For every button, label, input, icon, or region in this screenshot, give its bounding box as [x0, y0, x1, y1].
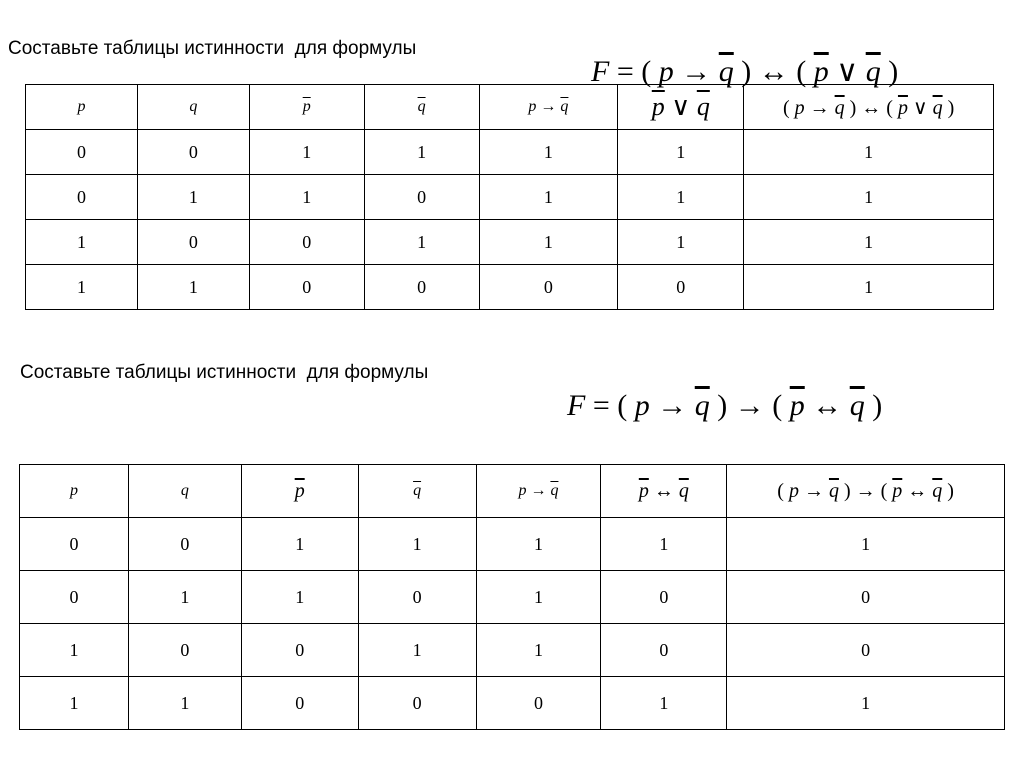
formula-part: ) → (: [709, 389, 790, 422]
header-not-q: $\overline{q}$: [358, 465, 476, 518]
formula-operator: ∨: [828, 55, 866, 88]
header-p: p: [26, 85, 138, 130]
table-cell: 1: [26, 220, 138, 265]
table-cell: 0: [358, 571, 476, 624]
table-cell: 1: [618, 130, 744, 175]
table-cell: 0: [20, 571, 129, 624]
table-cell: 0: [364, 175, 479, 220]
table-cell: 1: [601, 677, 727, 730]
table-row: [20, 518, 1005, 571]
formula-1: [576, 20, 898, 89]
table-cell: 0: [137, 130, 249, 175]
task-text-1: Составьте таблицы истинности для формулы: [8, 38, 417, 59]
table-cell: 0: [20, 518, 129, 571]
header-implication: $p \to \overline{q}$: [479, 85, 618, 130]
table-cell: 1: [479, 220, 618, 265]
table-cell: 1: [241, 518, 358, 571]
table-cell: 1: [128, 571, 241, 624]
header-not-p: $\overline{p}$: [241, 465, 358, 518]
formula-var-negated: $\overline{q}$: [694, 389, 710, 422]
formula-operator: ↔: [804, 389, 850, 422]
table-row: [20, 571, 1005, 624]
table-cell: 1: [479, 175, 618, 220]
table-cell: 0: [364, 265, 479, 310]
table-cell: 0: [241, 624, 358, 677]
table-cell: 0: [727, 624, 1005, 677]
formula-var-negated: $\overline{p}$: [789, 389, 805, 422]
table-cell: 1: [249, 130, 364, 175]
formula-part: = (: [609, 55, 659, 88]
table-cell: 0: [128, 518, 241, 571]
formula-lhs: F: [591, 55, 610, 88]
formula-part: ): [880, 55, 899, 88]
table-cell: 1: [26, 265, 138, 310]
table-cell: 1: [137, 175, 249, 220]
header-q: q: [128, 465, 241, 518]
formula-var-negated: $\overline{q}$: [718, 55, 734, 88]
header-result: ( $p \to \overline{q}$ ) ↔ ( $\overline{p}$ ∨ $\overline{q}$ ): [744, 85, 994, 130]
formula-part: ): [864, 389, 883, 422]
table-cell: 1: [476, 571, 601, 624]
formula-var-negated: $\overline{p}$: [813, 55, 829, 88]
formula-operator: →: [673, 55, 719, 88]
table-cell: 1: [20, 624, 129, 677]
table-cell: 1: [618, 175, 744, 220]
header-result: ( $p \to \overline{q}$ ) → ( $\overline{p}$ ↔ $\overline{q}$ ): [727, 465, 1005, 518]
header-q: q: [137, 85, 249, 130]
table-cell: 0: [249, 265, 364, 310]
table-header-row: [20, 465, 1005, 518]
formula-var-negated: $\overline{q}$: [849, 389, 865, 422]
table-cell: 0: [249, 220, 364, 265]
table-cell: 1: [476, 518, 601, 571]
table-cell: 0: [618, 265, 744, 310]
header-not-p: $\overline{p}$: [249, 85, 364, 130]
table-cell: 1: [249, 175, 364, 220]
header-not-q: $\overline{q}$: [364, 85, 479, 130]
task-text-2: Составьте таблицы истинности для формулы: [20, 362, 429, 383]
table-cell: 0: [241, 677, 358, 730]
header-implication: $p \to \overline{q}$: [476, 465, 601, 518]
table-cell: 0: [479, 265, 618, 310]
table-cell: 1: [744, 220, 994, 265]
table-cell: 0: [358, 677, 476, 730]
formula-var-negated: $\overline{q}$: [865, 55, 881, 88]
table-cell: 1: [744, 265, 994, 310]
table-cell: 0: [727, 571, 1005, 624]
table-cell: 1: [727, 677, 1005, 730]
table-cell: 0: [601, 624, 727, 677]
table-cell: 1: [137, 265, 249, 310]
truth-table-1: [25, 84, 994, 310]
header-equivalence: $\overline{p}$ ↔ $\overline{q}$: [601, 465, 727, 518]
table-cell: 1: [358, 624, 476, 677]
table-cell: 0: [26, 130, 138, 175]
table-cell: 1: [20, 677, 129, 730]
table-cell: 1: [358, 518, 476, 571]
table-cell: 1: [744, 130, 994, 175]
formula-2: [552, 355, 882, 423]
header-disjunction: $\overline{p}$ ∨ $\overline{q}$: [618, 85, 744, 130]
formula-part: ) ↔ (: [733, 55, 814, 88]
formula-var: p: [634, 389, 650, 422]
truth-table-2: [19, 464, 1005, 730]
table-cell: 0: [476, 677, 601, 730]
table-cell: 0: [26, 175, 138, 220]
table-cell: 1: [744, 175, 994, 220]
table-cell: 1: [727, 518, 1005, 571]
table-cell: 0: [128, 624, 241, 677]
formula-lhs: F: [567, 389, 586, 422]
header-p: p: [20, 465, 129, 518]
table-cell: 1: [364, 220, 479, 265]
table-cell: 1: [128, 677, 241, 730]
table-row: [20, 677, 1005, 730]
table-cell: 0: [137, 220, 249, 265]
table-cell: 1: [601, 518, 727, 571]
table-row: [20, 624, 1005, 677]
table-row: [26, 175, 994, 220]
formula-var: p: [658, 55, 674, 88]
table-cell: 1: [364, 130, 479, 175]
table-row: [26, 220, 994, 265]
table-row: [26, 265, 994, 310]
table-cell: 0: [601, 571, 727, 624]
table-cell: 1: [479, 130, 618, 175]
table-cell: 1: [241, 571, 358, 624]
formula-part: = (: [585, 389, 635, 422]
formula-operator: →: [649, 389, 695, 422]
table-cell: 1: [476, 624, 601, 677]
table-row: [26, 130, 994, 175]
table-cell: 1: [618, 220, 744, 265]
table-header-row: [26, 85, 994, 130]
